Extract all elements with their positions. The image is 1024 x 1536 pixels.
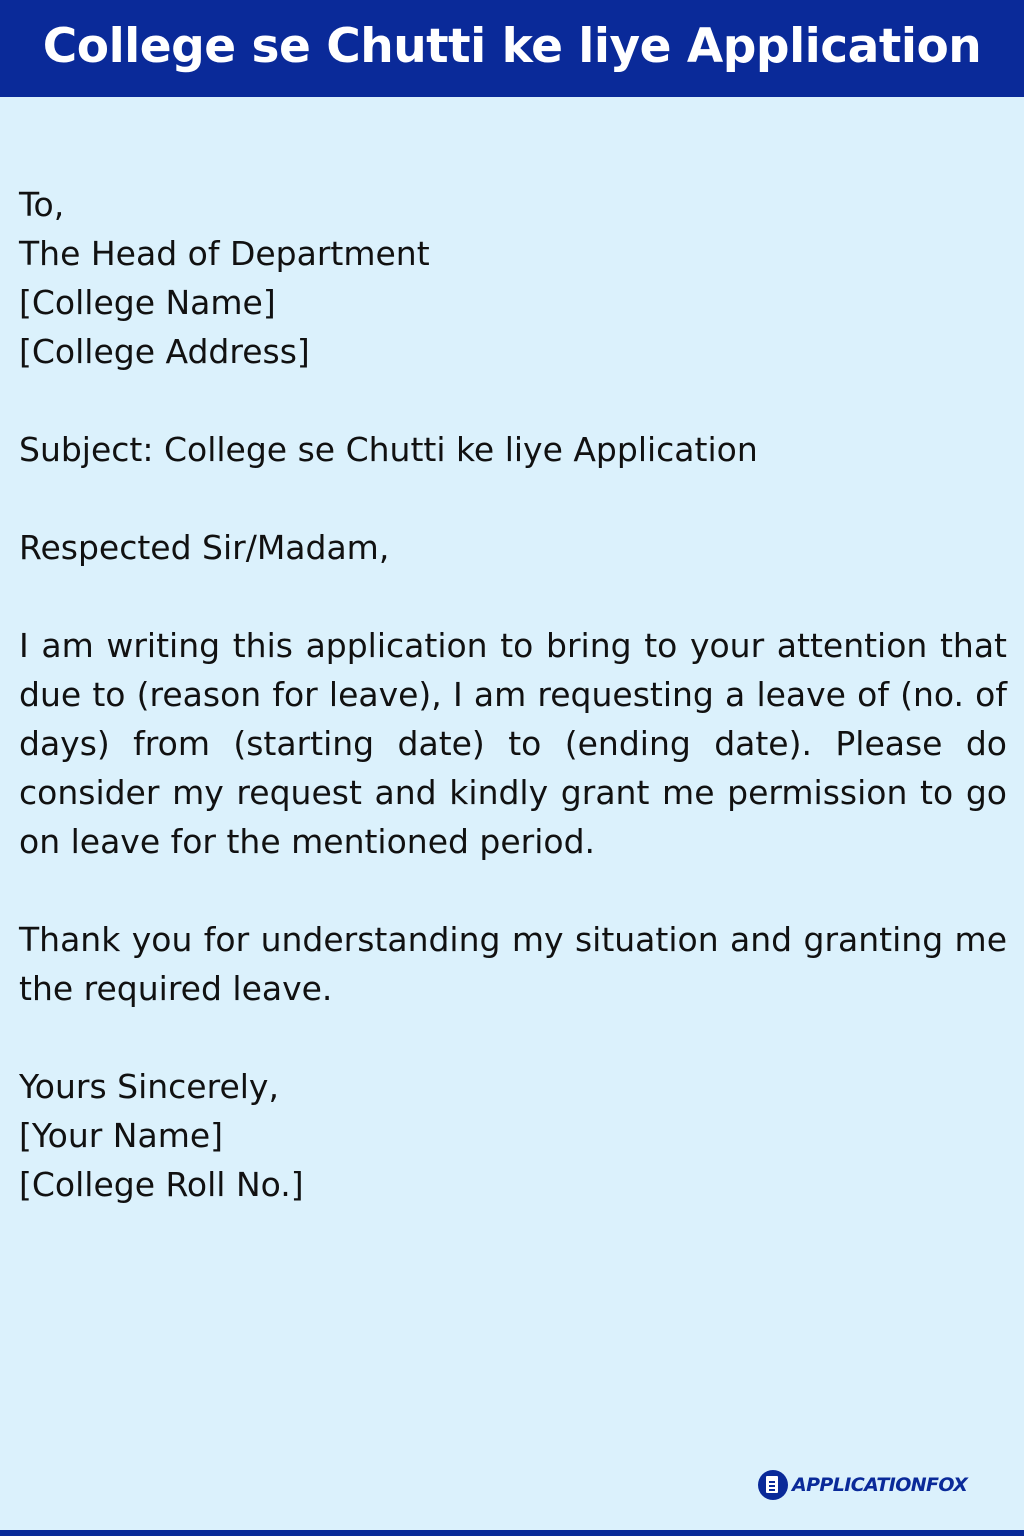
subject-line: Subject: College se Chutti ke liye Application xyxy=(19,430,758,469)
body-paragraph-thanks: Thank you for understanding my situation and granting me the required leave. xyxy=(19,920,1007,1008)
brand-logo xyxy=(758,1468,967,1502)
letter-body xyxy=(19,180,1007,1209)
address-line-college-name: [College Name] xyxy=(19,283,276,322)
address-line-to: To, xyxy=(19,185,65,224)
salutation: Respected Sir/Madam, xyxy=(19,528,390,567)
signature-roll-no: [College Roll No.] xyxy=(19,1165,304,1204)
body-paragraph-request: I am writing this application to bring to your attention that due to (reason for leave), I am requesting a leave of (no. of days) from (starting date) to (ending date). Please do consider my request and kindly grant me permission to go on leave for the mentioned period. xyxy=(19,626,1007,861)
brand-logo-text: APPLICATIONFOX xyxy=(792,1474,968,1496)
address-line-recipient: The Head of Department xyxy=(19,234,430,273)
bottom-border xyxy=(0,1530,1024,1536)
header-banner xyxy=(0,0,1024,97)
signature-name: [Your Name] xyxy=(19,1116,224,1155)
closing-line: Yours Sincerely, xyxy=(19,1067,279,1106)
document-icon xyxy=(758,1470,788,1500)
page-title: College se Chutti ke liye Application xyxy=(42,19,982,74)
address-line-college-address: [College Address] xyxy=(19,332,310,371)
